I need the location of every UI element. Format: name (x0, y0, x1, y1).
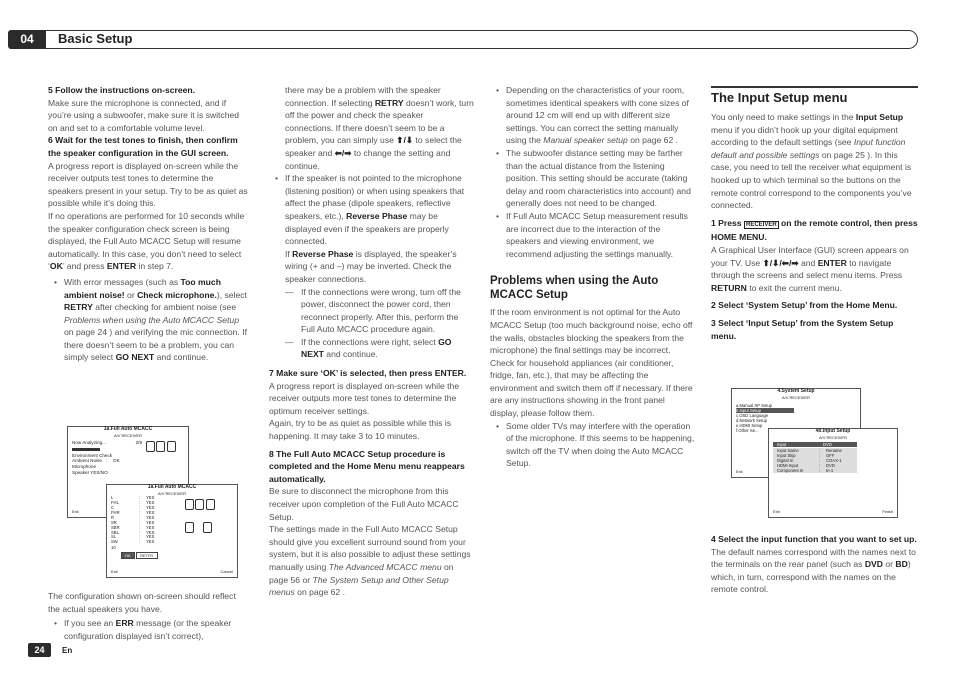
step-4-body: The default names correspond with the names next to the terminals on the rear panel (such as DVD or BD) which, in turn, correspond with the names on the remote control. (711, 546, 916, 595)
input-setup-heading-wrap (711, 86, 918, 106)
step-4-title: 4 Select the input function that you want to set up. (711, 534, 917, 544)
speaker-row: FHL : YES (111, 500, 155, 506)
screen-full-auto-analyzing: 1a.Full Auto MCACC A/V RECEIVER Now Analyzing... 2/9 Environment Check Ambient Noise : OK Microphone Speaker YES/NO Exit (67, 426, 189, 518)
exit-button[interactable]: Exit (72, 509, 79, 515)
bullet-reverse-phase: • If the speaker is not pointed to the microphone (listening position) or when using speakers that affect the phase (dipole speakers, reflective speakers, etc.), Reverse Phase may be displayed even if the speakers are properly connected. (269, 172, 474, 248)
step-1-title: 1 Press RECEIVER on the remote control, then press HOME MENU. (711, 217, 918, 243)
bullet-subwoofer: • The subwoofer distance setting may be farther than the actual distance from the listening position. This setting should be accurate (taking delay and room characteristics into account) and generally does not need to be changed. (490, 147, 695, 210)
config-text: The configuration shown on-screen should reflect the actual speakers you have. (48, 591, 236, 614)
speaker-row: SW : YES (111, 539, 155, 545)
exit-button[interactable]: Exit (736, 469, 743, 475)
step-5-title: 5 Follow the instructions on-screen. (48, 85, 196, 95)
setting-row[interactable]: Input Skip : OFF (777, 453, 835, 459)
step-1-body: A Graphical User Interface (GUI) screen appears on your TV. Use ⬆/⬇/⬅/➡ and ENTER to navigate through the screens and select menu items. Press RETURN to exit the current menu. (711, 244, 909, 293)
ambient-noise-value: OK (113, 458, 120, 464)
screen-title: 4b.Input Setup (815, 428, 851, 434)
speaker-count: 10 (111, 545, 116, 551)
screen-title: 4.System Setup (777, 388, 815, 394)
menu-item-selected[interactable]: b.Input Setup (736, 408, 794, 413)
step-3-title: 3 Select ‘Input Setup’ from the System Setup menu. (711, 317, 894, 341)
speaker-row: FHR : YES (111, 509, 155, 515)
finish-button[interactable]: Finish (882, 509, 893, 515)
setting-row[interactable]: Component In : In-1 (777, 468, 834, 474)
screen-full-auto-speakers (106, 484, 238, 578)
column-1 (48, 84, 248, 364)
column-3 (490, 84, 695, 470)
page-number: 24 (28, 643, 51, 657)
column-4 (711, 86, 918, 342)
retry-button[interactable]: RETRY (136, 552, 157, 560)
menu-item[interactable]: c.OSD Language (736, 413, 769, 419)
screen-subtitle: A/V RECEIVER (818, 434, 847, 440)
step-8-title: 8 The Full Auto MCACC Setup procedure is completed and the Home Menu menu reappears automatically. (269, 448, 465, 484)
chapter-number: 04 (8, 30, 46, 49)
speaker-layout-icon (146, 441, 176, 454)
column-4-bottom (711, 533, 918, 596)
column-2 (269, 84, 474, 599)
speaker-list (107, 496, 237, 545)
reverse-phase-note: If Reverse Phase is displayed, the speaker’s wiring (+ and –) may be inverted. Check the speaker connections. (285, 248, 457, 284)
step-7-title: 7 Make sure ‘OK’ is selected, then press ENTER. (269, 368, 467, 379)
screen-input-setup (768, 428, 898, 518)
screen-title: 1a.Full Auto MCACC (147, 484, 197, 490)
env-check-label: Environment Check (72, 452, 113, 458)
screen-subtitle: A/V RECEIVER (113, 432, 142, 438)
screen-title: 1a.Full Auto MCACC (103, 426, 153, 432)
input-setup-intro: You only need to make settings in the Input Setup menu if you didn’t hook up your digital equipment according to the default settings (see Input function default and possible settings on page 25 ). In this case, you need to tell the receiver what equipment is hooked up to which terminal so the buttons on the remote control correspond to the components you’ve connected. (711, 112, 912, 211)
speaker-row: SBL : YES (111, 529, 155, 535)
menu-item[interactable]: e.HDMI Setup (736, 423, 763, 429)
page-title: Basic Setup (58, 31, 133, 46)
bullet-older-tvs: • Some older TVs may interfere with the operation of the microphone. If this seems to be happening, switch off the TV when doing the Auto MCACC Setup. (490, 420, 695, 470)
step-7-p2: Again, try to be as quiet as possible while this is happening. It may take 3 to 10 minutes. (269, 418, 451, 442)
setting-row[interactable]: Digital In : COAX-1 (777, 458, 842, 464)
speaker-row: L : YES (111, 495, 155, 501)
ambient-noise-label: Ambient Noise (72, 458, 102, 464)
exit-button[interactable]: Exit (111, 569, 118, 575)
menu-item[interactable]: a.Manual SP Setup (736, 403, 773, 409)
speaker-row: C : YES (111, 505, 155, 510)
speaker-layout-icon (185, 499, 215, 534)
screen-subtitle: A/V RECEIVER (781, 394, 810, 400)
bullet-error-messages: • With error messages (such as Too much ambient noise! or Check microphone.), select RETRY after checking for ambient noise (see Problems when using the Auto MCACC Setup on page 24 ) and verifying the mic connection. If there doesn’t seem to be a problem, you can simply select GO NEXT and continue. (48, 276, 248, 364)
speaker-row: R : YES (111, 514, 155, 520)
column-1-bottom (48, 590, 248, 642)
screen-subtitle: A/V RECEIVER (157, 490, 186, 496)
step-6-p2: If no operations are performed for 10 seconds while the speaker configuration check screen is being displayed, the Full Auto MCACC Setup will resume automatically. In this case, you don’t need to select ‘OK’ and press ENTER in step 7. (48, 210, 245, 272)
problems-body: If the room environment is not optimal for the Auto MCACC Setup (too much background noise, echo off the walls, obstacles blocking the speakers from the microphone) the final settings may be incorrect. Check for household appliances (air conditioner, fridge, fan, etc.), that may be affecting the environment and switch them off if necessary. If there are any instructions showing in the front panel display, please follow them. (490, 307, 693, 419)
problems-heading: Problems when using the Auto MCACC Setup (490, 275, 659, 302)
speaker-row: SBR : YES (111, 524, 155, 530)
input-setup-heading: The Input Setup menu (711, 90, 848, 105)
progress-bar (72, 448, 100, 451)
step-8-p2: The settings made in the Full Auto MCACC Setup should give you excellent surround sound from your system, but it is also possible to adjust these settings manually using The Advanced MCACC menu on page 56 or The System Setup and Other Setup menus on page 62 . (269, 524, 471, 598)
exit-button[interactable]: Exit (773, 509, 780, 515)
dash-right: — If the connections were right, select GO NEXT and continue. (269, 336, 474, 361)
progress-count: 2/9 (135, 440, 142, 446)
menu-item[interactable]: f.Other Se... (736, 428, 759, 434)
microphone-label: Microphone (72, 463, 97, 469)
menu-item[interactable]: d.Network Setup (736, 418, 767, 424)
step-6-title: 6 Wait for the test tones to finish, then confirm the speaker configuration in the GUI screen. (48, 135, 238, 158)
header-bar (46, 30, 918, 49)
speaker-yesno-label: Speaker YES/NO (72, 469, 108, 475)
setting-row[interactable]: HDMI Input : DVD (777, 463, 835, 469)
speaker-row: SR : YES (111, 519, 155, 525)
analyzing-label: Now Analyzing... (72, 440, 106, 446)
step-2-title: 2 Select ‘System Setup’ from the Home Menu. (711, 300, 898, 311)
step-8-p1: Be sure to disconnect the microphone from this receiver upon completion of the Full Auto MCACC Setup. (269, 486, 459, 522)
step-6-p1: A progress report is displayed on-screen while the receiver outputs test tones to determine the speakers present in your setup. Try to be as quiet as possible while it’s doing this. (48, 160, 248, 209)
bullet-cone-size: • Depending on the characteristics of your room, sometimes identical speakers with cone sizes of around 12 cm will end up with different size settings. You can correct the setting manually using the Manual speaker setup on page 62 . (490, 84, 695, 147)
speaker-row: SL : YES (111, 534, 155, 540)
dash-wrong: — If the connections were wrong, turn off the power, disconnect the power cord, then reconnect properly. After this, perform the Full Auto MCACC procedure again. (269, 286, 474, 336)
step-5-body: Make sure the microphone is connected, and if you’re using a subwoofer, make sure it is switched on and set to a comfortable volume level. (48, 97, 240, 133)
bullet-incorrect: • If Full Auto MCACC Setup measurement results are incorrect due to the interaction of the speakers and viewing environment, we recommend adjusting the settings manually. (490, 210, 695, 260)
bullet-err: • If you see an ERR message (or the speaker configuration displayed isn’t correct), (48, 617, 248, 642)
ok-button[interactable]: OK (121, 552, 135, 560)
continued-text: there may be a problem with the speaker connection. If selecting RETRY doesn’t work, turn off the power and check the speaker connections. If there doesn’t seem to be a problem, you can simply use ⬆/⬇ to select the speaker and ⬅/➡ to change the setting and continue. (285, 85, 474, 171)
step-7-p1: A progress report is displayed on-screen while the receiver outputs more test tones to determine the optimum receiver settings. (269, 380, 460, 416)
input-selector[interactable]: Input DVD (773, 442, 857, 447)
cancel-button[interactable]: Cancel (220, 569, 233, 575)
language-label: En (62, 646, 73, 655)
setting-row[interactable]: Input Name : Rename (777, 448, 842, 454)
